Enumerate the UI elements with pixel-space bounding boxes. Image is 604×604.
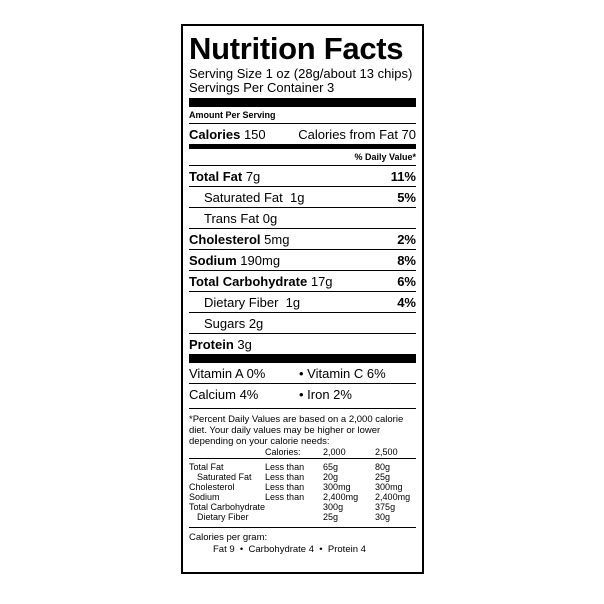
nutrient-row-saturated-fat bbox=[189, 186, 416, 207]
nutrient-label: Total Fat bbox=[189, 168, 243, 184]
daily-table-row bbox=[189, 492, 416, 502]
nutrient-amount: 5mg bbox=[264, 231, 290, 247]
amount-per-serving: Amount Per Serving bbox=[189, 110, 276, 120]
daily-table-row bbox=[189, 502, 416, 512]
calories-row bbox=[189, 123, 416, 144]
calories-from-fat: Calories from Fat 70 bbox=[298, 126, 416, 142]
nutrient-row-protein bbox=[189, 333, 416, 354]
daily-row-c2: 2,400mg bbox=[375, 492, 411, 502]
nutrient-label: Protein bbox=[189, 336, 234, 352]
nutrient-amount: 0g bbox=[262, 210, 278, 226]
nutrition-facts-label bbox=[181, 24, 424, 574]
nutrient-name bbox=[189, 337, 252, 352]
daily-row-c2: 300mg bbox=[375, 482, 403, 492]
nutrient-amount: 1g bbox=[285, 294, 301, 310]
daily-row-name: Total Fat bbox=[189, 462, 224, 472]
nutrient-row-total-fat bbox=[189, 165, 416, 186]
daily-row-c2: 375g bbox=[375, 502, 396, 512]
nutrient-name bbox=[204, 211, 277, 226]
nutrient-amount: 190mg bbox=[240, 252, 281, 268]
daily-table-header bbox=[189, 447, 416, 459]
daily-row-name: Cholesterol bbox=[189, 482, 235, 492]
daily-row-c1: 20g bbox=[323, 472, 339, 482]
nutrient-dv: 5% bbox=[397, 189, 416, 205]
serving-size: Serving Size 1 oz (28g/about 13 chips) bbox=[189, 66, 413, 81]
vitamin-row bbox=[189, 363, 416, 383]
nutrient-row-cholesterol bbox=[189, 228, 416, 249]
daily-row-cmp: Less than bbox=[265, 472, 305, 482]
footnote bbox=[189, 408, 416, 522]
thick-divider bbox=[189, 98, 416, 107]
daily-table-calories-label: Calories: bbox=[265, 447, 323, 459]
nutrient-dv: 4% bbox=[397, 294, 416, 310]
nutrient-amount: 3g bbox=[237, 336, 252, 352]
daily-row-c2: 80g bbox=[375, 462, 391, 472]
nutrient-dv: 8% bbox=[397, 252, 416, 268]
nutrient-name bbox=[204, 295, 300, 310]
daily-value-header: % Daily Value* bbox=[354, 152, 416, 162]
calories-per-gram-values: Fat 9 • Carbohydrate 4 • Protein 4 bbox=[213, 544, 366, 555]
nutrient-row-sodium bbox=[189, 249, 416, 270]
nutrient-label: Dietary Fiber bbox=[204, 294, 279, 310]
daily-row-cmp: Less than bbox=[265, 482, 305, 492]
daily-table-row bbox=[189, 512, 416, 522]
nutrient-row-trans-fat bbox=[189, 207, 416, 228]
nutrient-amount: 1g bbox=[290, 189, 305, 205]
servings-per-container: Servings Per Container 3 bbox=[189, 80, 335, 95]
nutrient-label: Sugars bbox=[204, 315, 246, 331]
daily-row-cmp bbox=[265, 502, 323, 512]
label-title: Nutrition Facts bbox=[189, 31, 404, 66]
nutrient-name bbox=[204, 316, 263, 331]
nutrient-name bbox=[204, 190, 304, 205]
nutrient-label: Trans Fat bbox=[204, 210, 260, 226]
nutrient-amount: 2g bbox=[248, 315, 264, 331]
daily-table-row bbox=[189, 482, 416, 492]
nutrient-amount: 17g bbox=[310, 273, 333, 289]
daily-table-c1-header: 2,000 bbox=[323, 447, 375, 459]
vitamin-row bbox=[189, 383, 416, 404]
nutrient-name bbox=[189, 274, 333, 289]
nutrient-label: Total Carbohydrate bbox=[189, 273, 308, 289]
nutrient-row-total-carbohydrate bbox=[189, 270, 416, 291]
daily-row-c1: 25g bbox=[323, 512, 339, 522]
nutrient-row-sugars bbox=[189, 312, 416, 333]
footnote-text: *Percent Daily Values are based on a 2,000 calorie diet. Your daily values may be higher or lower depending on your calorie needs: bbox=[189, 414, 404, 447]
daily-values-table bbox=[189, 447, 416, 522]
daily-row-name: Saturated Fat bbox=[197, 472, 252, 482]
daily-row-cmp: Less than bbox=[265, 492, 305, 502]
daily-row-name: Dietary Fiber bbox=[197, 512, 249, 522]
daily-row-name: Sodium bbox=[189, 492, 220, 502]
daily-table-row bbox=[189, 462, 416, 472]
nutrient-name bbox=[189, 253, 280, 268]
daily-table-row bbox=[189, 472, 416, 482]
daily-row-cmp: Less than bbox=[265, 462, 305, 472]
nutrient-amount: 7g bbox=[245, 168, 261, 184]
calories-left bbox=[189, 127, 266, 142]
daily-row-c2: 25g bbox=[375, 472, 391, 482]
nutrient-dv: 6% bbox=[397, 273, 416, 289]
calories-per-gram bbox=[189, 527, 416, 556]
thick-divider bbox=[189, 354, 416, 363]
daily-row-c1: 65g bbox=[323, 462, 339, 472]
nutrient-dv: 11% bbox=[390, 168, 416, 184]
serving-info bbox=[189, 67, 416, 95]
nutrient-label: Cholesterol bbox=[189, 231, 261, 247]
daily-row-c1: 300mg bbox=[323, 482, 351, 492]
vitamin-left: Vitamin A 0% bbox=[189, 365, 266, 381]
daily-row-c1: 2,400mg bbox=[323, 492, 359, 502]
calories-label: Calories bbox=[189, 126, 241, 142]
calories-per-gram-label: Calories per gram: bbox=[189, 532, 268, 543]
nutrient-label: Saturated Fat bbox=[204, 189, 283, 205]
daily-table-c2-header: 2,500 bbox=[375, 447, 416, 459]
nutrient-name bbox=[189, 169, 260, 184]
nutrient-row-dietary-fiber bbox=[189, 291, 416, 312]
nutrient-name bbox=[189, 232, 289, 247]
calories-value: 150 bbox=[243, 126, 266, 142]
daily-row-cmp bbox=[265, 512, 323, 522]
daily-row-c2: 30g bbox=[375, 512, 391, 522]
vitamin-right: • Vitamin C 6% bbox=[299, 365, 386, 381]
nutrient-label: Sodium bbox=[189, 252, 237, 268]
vitamin-right: • Iron 2% bbox=[299, 386, 352, 402]
daily-row-name: Total Carbohydrate bbox=[189, 502, 266, 512]
vitamin-left: Calcium 4% bbox=[189, 386, 259, 402]
nutrient-dv: 2% bbox=[397, 231, 416, 247]
daily-row-c1: 300g bbox=[323, 502, 344, 512]
